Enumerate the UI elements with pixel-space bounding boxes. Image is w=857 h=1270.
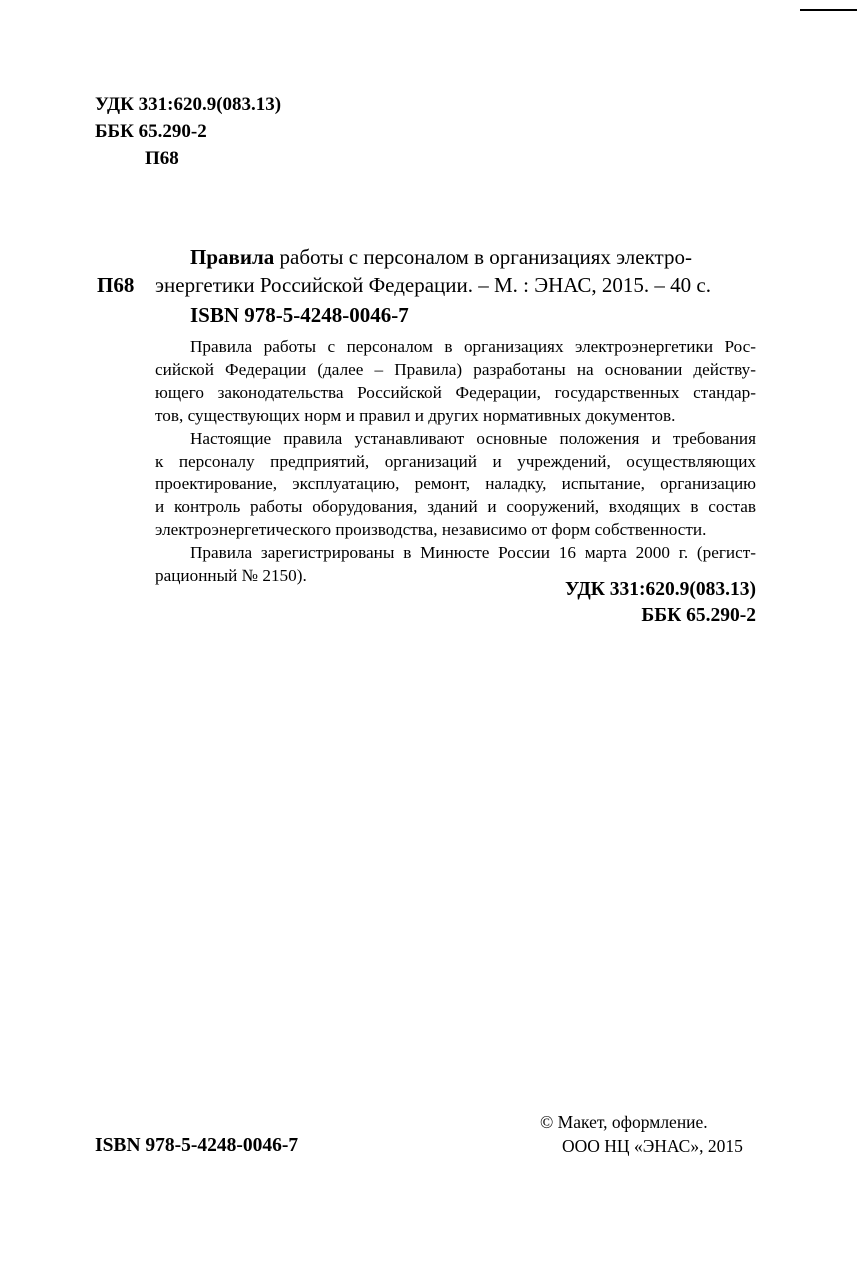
annotation-line: Правила зарегистрированы в Минюсте России 16 марта 2000 г. (регист- xyxy=(190,543,756,563)
footer-isbn: ISBN 978-5-4248-0046-7 xyxy=(95,1135,299,1156)
udk-code: УДК 331:620.9(083.13) xyxy=(95,94,282,115)
copyright-notice xyxy=(540,1110,743,1158)
bottom-classification-index xyxy=(565,577,756,629)
udk-code-bottom: УДК 331:620.9(083.13) xyxy=(564,579,756,600)
annotation xyxy=(155,336,756,588)
annotation-line: тов, существующих норм и правил и других нормативных документов. xyxy=(155,405,676,425)
bbk-code-bottom: ББК 65.290-2 xyxy=(641,605,756,626)
bibliographic-record xyxy=(155,243,770,329)
biblio-line-1 xyxy=(155,243,770,271)
bbk-code: ББК 65.290-2 xyxy=(95,121,207,142)
biblio-title-lead: Правила xyxy=(190,245,275,269)
annotation-line: ющего законодательства Российской Федерации, государственных стандар- xyxy=(155,382,756,402)
annotation-line: электроэнергетического производства, независимо от форм собственности. xyxy=(155,520,707,540)
annotation-line: Настоящие правила устанавливают основные положения и требования xyxy=(190,428,756,448)
biblio-line-2: энергетики Российской Федерации. – М. : ЭНАС, 2015. – 40 с. xyxy=(155,273,711,297)
biblio-isbn: ISBN 978-5-4248-0046-7 xyxy=(190,303,409,327)
side-author-sign: П68 xyxy=(97,273,135,297)
biblio-title-rest: работы с персоналом в организациях электро- xyxy=(274,245,692,269)
annotation-line: к персоналу предприятий, организаций и учреждений, осуществляющих xyxy=(155,451,756,471)
corner-rule xyxy=(800,9,857,11)
annotation-line: сийской Федерации (далее – Правила) разработаны на основании действу- xyxy=(155,359,756,379)
copyright-line-1: © Макет, оформление. xyxy=(540,1112,708,1132)
author-sign: П68 xyxy=(145,148,179,169)
annotation-line: проектирование, эксплуатацию, ремонт, наладку, испытание, организацию xyxy=(155,474,756,494)
top-classification-index xyxy=(95,91,281,172)
annotation-line: рационный № 2150). xyxy=(155,566,307,586)
copyright-line-2: ООО НЦ «ЭНАС», 2015 xyxy=(562,1136,743,1156)
annotation-line: и контроль работы оборудования, зданий и сооружений, входящих в состав xyxy=(155,497,756,517)
annotation-line: Правила работы с персоналом в организациях электроэнергетики Рос- xyxy=(190,337,756,356)
